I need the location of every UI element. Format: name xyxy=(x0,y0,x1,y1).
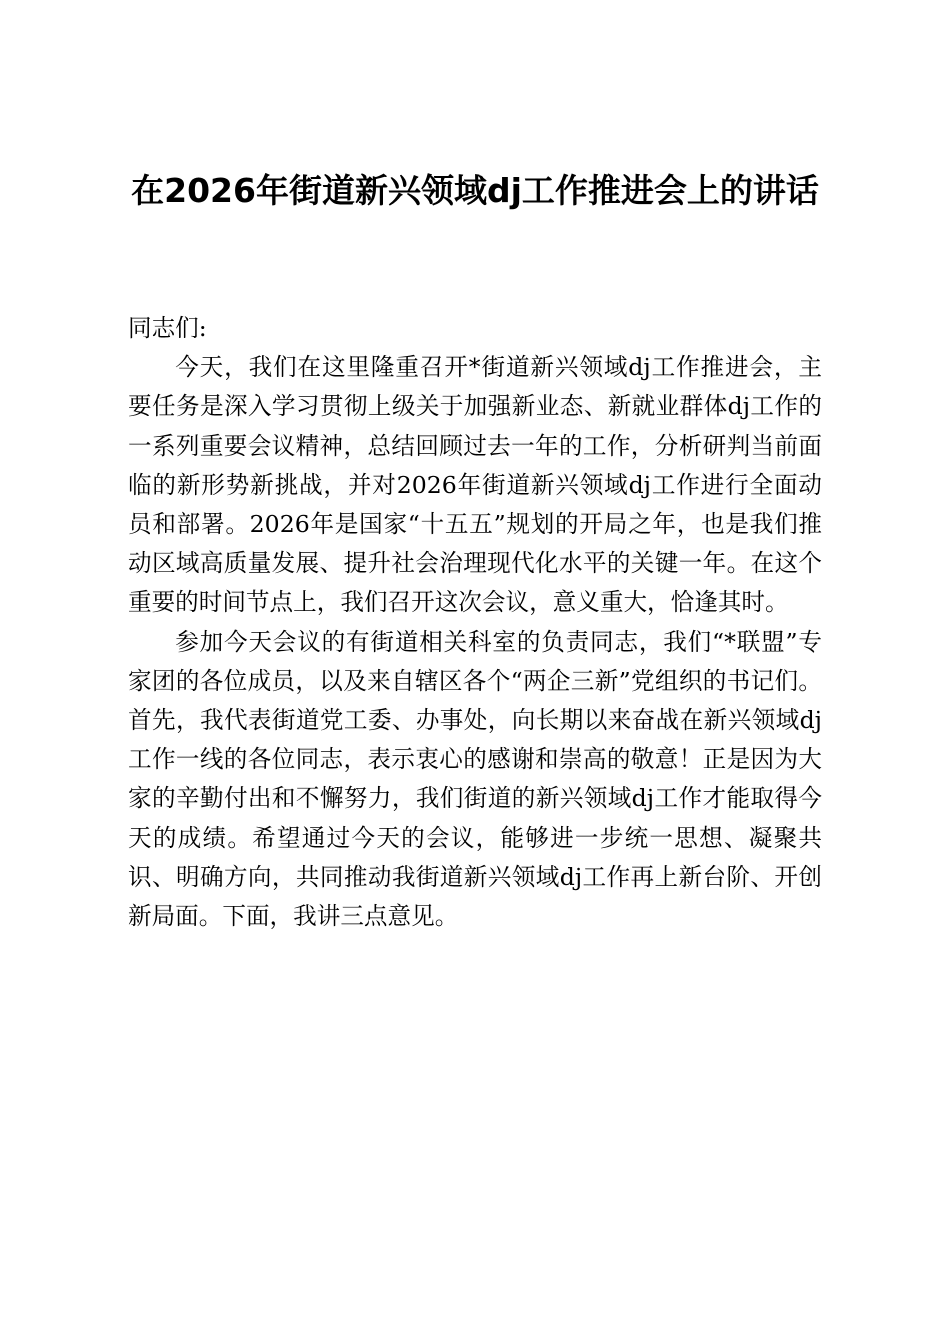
speech-body xyxy=(128,309,822,936)
paragraph-attendees: 参加今天会议的有街道相关科室的负责同志，我们“*联盟”专家团的各位成员，以及来自辖区各个“两企三新”党组织的书记们。首先，我代表街道党工委、办事处，向长期以来奋战在新兴领域dj工作一线的各位同志，表示衷心的感谢和崇高的敬意！正是因为大家的辛勤付出和不懈努力，我们街道的新兴领域dj工作才能取得今天的成绩。希望通过今天的会议，能够进一步统一思想、凝聚共识、明确方向，共同推动我街道新兴领域dj工作再上新台阶、开创新局面。下面，我讲三点意见。 xyxy=(128,627,822,931)
salutation: 同志们: xyxy=(128,314,207,342)
paragraph-opening: 今天，我们在这里隆重召开*街道新兴领域dj工作推进会，主要任务是深入学习贯彻上级关于加强新业态、新就业群体dj工作的一系列重要会议精神，总结回顾过去一年的工作，分析研判当前面临的新形势新挑战，并对2026年街道新兴领域dj工作进行全面动员和部署。2026年是国家“十五五”规划的开局之年，也是我们推动区域高质量发展、提升社会治理现代化水平的关键一年。在这个重要的时间节点上，我们召开这次会议，意义重大，恰逢其时。 xyxy=(128,353,822,617)
document-title: 在2026年街道新兴领域dj工作推进会上的讲话 xyxy=(131,171,819,210)
